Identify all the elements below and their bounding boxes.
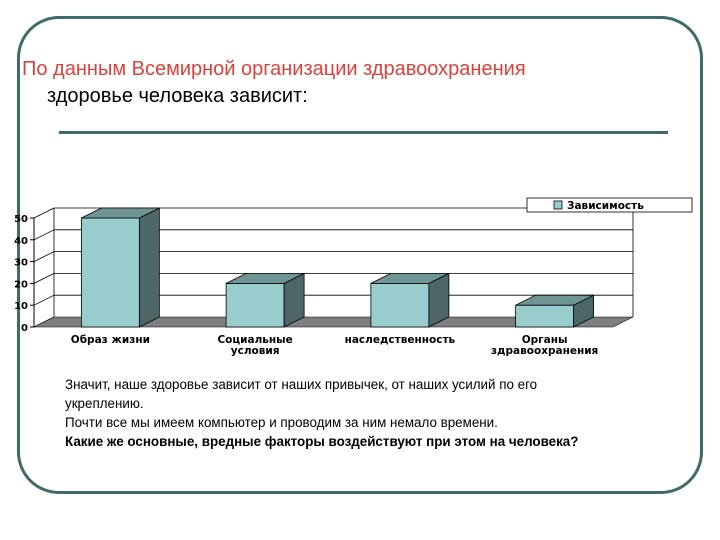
bar-side: [139, 208, 159, 327]
slide-title-line2: здоровье человека зависит:: [47, 85, 308, 107]
y-tick-label: 30: [14, 257, 28, 269]
x-tick-label: наследственность: [344, 334, 456, 346]
y-tick-label: 20: [14, 279, 28, 291]
bar: [226, 283, 284, 327]
gridline-side: [34, 230, 54, 240]
x-tick-label: Социальные: [217, 334, 293, 346]
gridline-side: [34, 273, 54, 283]
legend-label: Зависимость: [567, 200, 644, 212]
x-tick-label: условия: [230, 345, 280, 357]
y-tick-label: 0: [21, 323, 28, 334]
paragraph-computer: Почти все мы имеем компьютер и проводим за ним немало времени.: [65, 415, 498, 430]
bar: [516, 305, 574, 327]
slide-title-line1: По данным Всемирной организации здравоохранения: [22, 58, 526, 80]
paragraph-habits: Значит, наше здоровье зависит от наших привычек, от наших усилий по его укреплению.: [65, 377, 538, 411]
gridline-side: [34, 208, 54, 218]
question-text: Какие же основные, вредные факторы воздействуют при этом на человека?: [65, 434, 579, 449]
x-tick-label: здравоохранения: [490, 345, 599, 357]
x-tick-label: Органы: [521, 334, 568, 346]
body-text: [65, 375, 605, 451]
bar: [81, 218, 139, 327]
gridline-side: [34, 252, 54, 262]
bar: [371, 283, 429, 327]
y-tick-label: 50: [14, 214, 28, 225]
x-tick-label: Образ жизни: [70, 334, 150, 346]
gridline-side: [34, 295, 54, 305]
y-tick-label: 10: [14, 301, 28, 313]
y-tick-label: 40: [14, 235, 28, 247]
legend-swatch: [554, 201, 562, 209]
